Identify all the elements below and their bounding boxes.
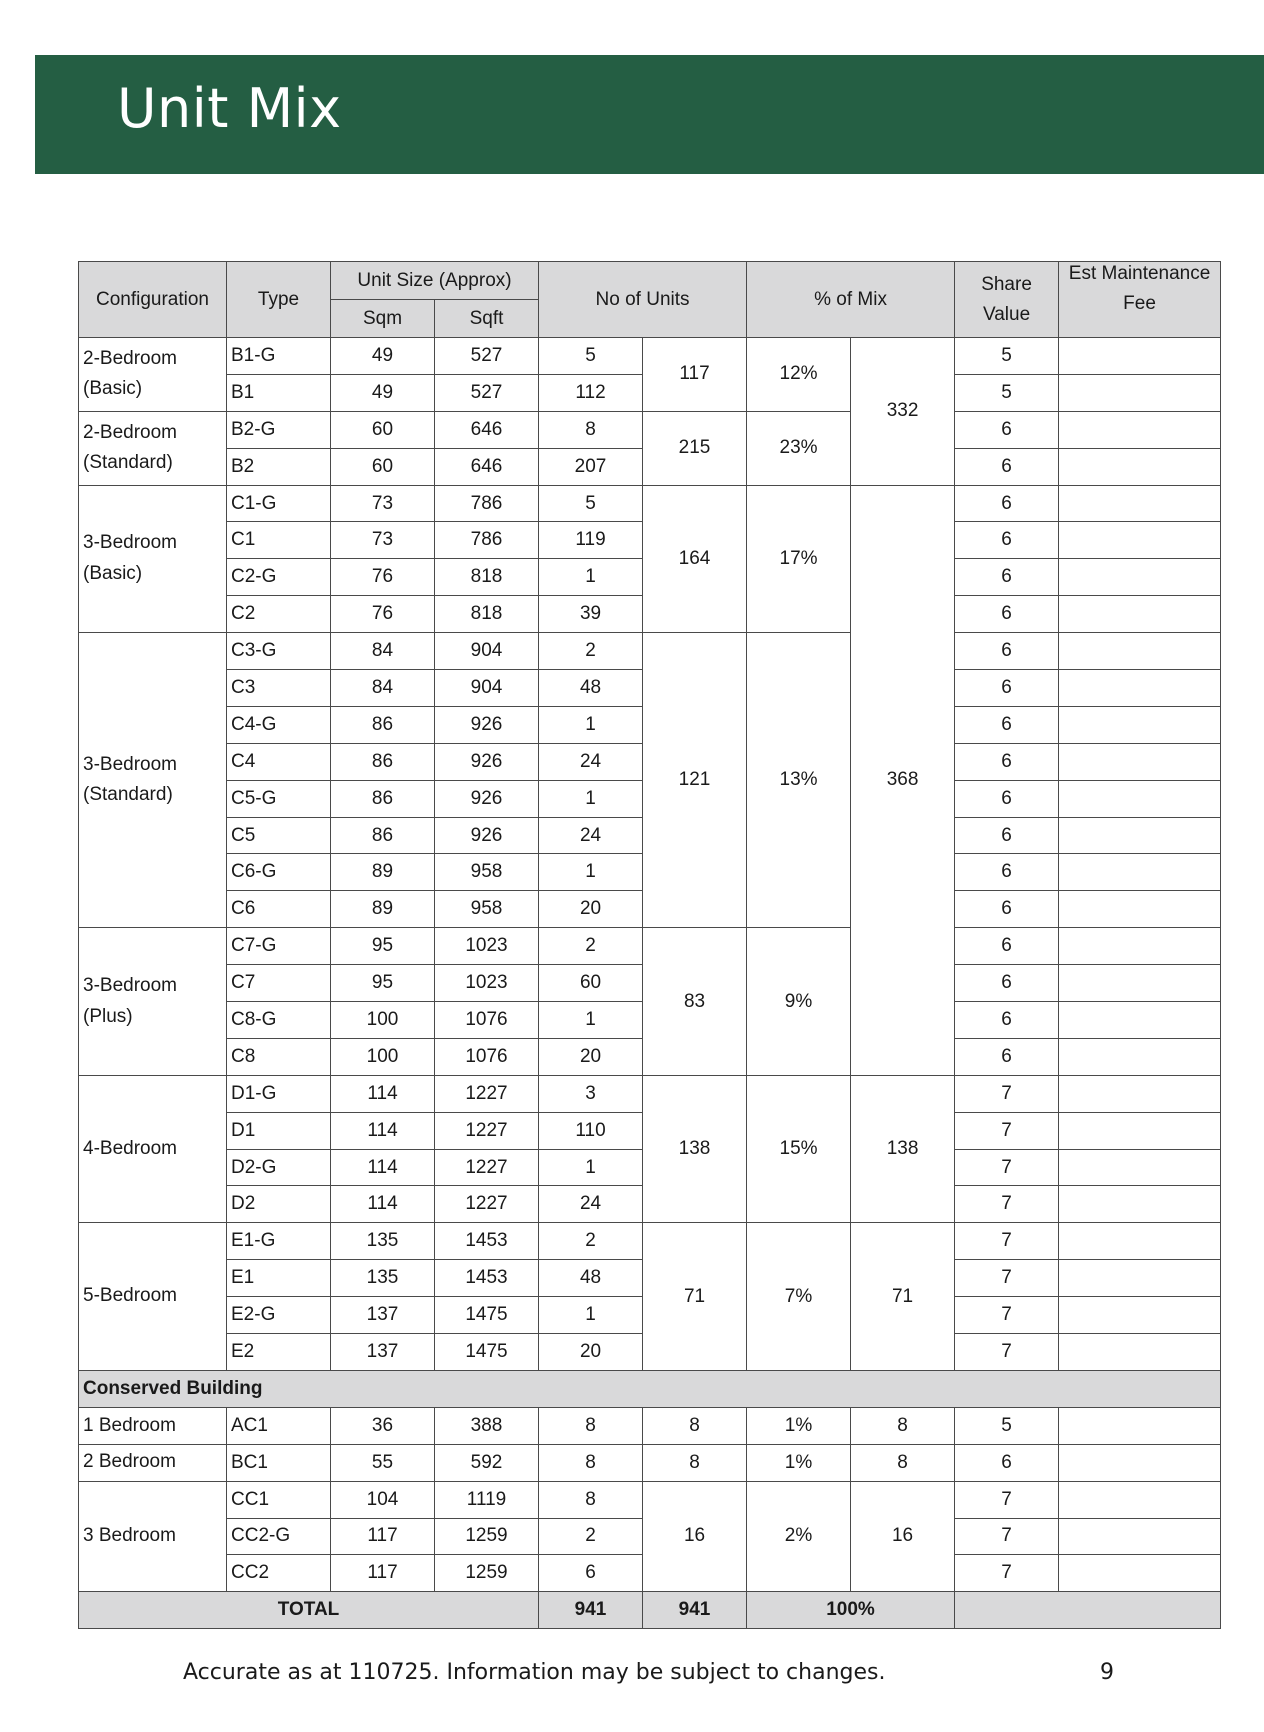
units-cell: 1 xyxy=(539,1297,643,1334)
block-total-cell: 16 xyxy=(851,1481,955,1592)
sqft-cell: 1475 xyxy=(435,1297,539,1334)
share-value-cell: 6 xyxy=(955,670,1059,707)
type-cell: CC2 xyxy=(227,1555,331,1592)
share-value-cell: 7 xyxy=(955,1186,1059,1223)
units-cell: 8 xyxy=(539,1407,643,1444)
sqft-cell: 388 xyxy=(435,1407,539,1444)
maintenance-fee-cell xyxy=(1059,485,1221,522)
type-cell: C4-G xyxy=(227,706,331,743)
table-row xyxy=(79,338,1221,375)
type-cell: D2 xyxy=(227,1186,331,1223)
maintenance-fee-cell xyxy=(1059,338,1221,375)
sqm-cell: 117 xyxy=(331,1555,435,1592)
pct-mix-cell: 17% xyxy=(747,485,851,633)
maintenance-fee-cell xyxy=(1059,817,1221,854)
share-value-cell: 5 xyxy=(955,374,1059,411)
sqm-cell: 76 xyxy=(331,596,435,633)
table-row xyxy=(79,633,1221,670)
maintenance-fee-cell xyxy=(1059,1297,1221,1334)
units-cell: 1 xyxy=(539,559,643,596)
units-subtotal-cell: 121 xyxy=(643,633,747,928)
maintenance-fee-cell xyxy=(1059,374,1221,411)
share-value-cell: 6 xyxy=(955,522,1059,559)
units-subtotal-cell: 8 xyxy=(643,1444,747,1481)
units-cell: 48 xyxy=(539,670,643,707)
units-cell: 1 xyxy=(539,854,643,891)
units-subtotal-cell: 71 xyxy=(643,1223,747,1371)
sqft-cell: 646 xyxy=(435,448,539,485)
sqft-cell: 904 xyxy=(435,633,539,670)
share-value-cell: 6 xyxy=(955,965,1059,1002)
configuration-cell: 3-Bedroom (Standard) xyxy=(79,633,227,928)
type-cell: C4 xyxy=(227,743,331,780)
share-value-cell: 6 xyxy=(955,817,1059,854)
share-value-cell: 7 xyxy=(955,1260,1059,1297)
sqft-cell: 1119 xyxy=(435,1481,539,1518)
table-row xyxy=(79,1481,1221,1518)
sqft-cell: 958 xyxy=(435,891,539,928)
maintenance-fee-cell xyxy=(1059,1186,1221,1223)
sqft-cell: 786 xyxy=(435,522,539,559)
type-cell: C6-G xyxy=(227,854,331,891)
total-share-blank xyxy=(955,1592,1221,1629)
units-cell: 2 xyxy=(539,633,643,670)
units-cell: 39 xyxy=(539,596,643,633)
maintenance-fee-cell xyxy=(1059,1481,1221,1518)
sqft-cell: 1076 xyxy=(435,1038,539,1075)
page-title: Unit Mix xyxy=(117,77,342,140)
pct-mix-cell: 1% xyxy=(747,1407,851,1444)
type-cell: E2-G xyxy=(227,1297,331,1334)
sqm-cell: 86 xyxy=(331,743,435,780)
share-value-cell: 6 xyxy=(955,891,1059,928)
sqft-cell: 646 xyxy=(435,411,539,448)
share-value-cell: 7 xyxy=(955,1297,1059,1334)
total-units: 941 xyxy=(539,1592,643,1629)
units-cell: 24 xyxy=(539,1186,643,1223)
share-value-cell: 5 xyxy=(955,1407,1059,1444)
sqm-cell: 114 xyxy=(331,1186,435,1223)
header-sqft: Sqft xyxy=(435,300,539,338)
header-unit-size: Unit Size (Approx) xyxy=(331,262,539,300)
maintenance-fee-cell xyxy=(1059,1002,1221,1039)
header-share-value: Share Value xyxy=(955,262,1059,338)
type-cell: C5 xyxy=(227,817,331,854)
sqft-cell: 926 xyxy=(435,743,539,780)
share-value-cell: 7 xyxy=(955,1112,1059,1149)
type-cell: B1 xyxy=(227,374,331,411)
type-cell: CC1 xyxy=(227,1481,331,1518)
sqm-cell: 137 xyxy=(331,1297,435,1334)
maintenance-fee-cell xyxy=(1059,448,1221,485)
maintenance-fee-cell xyxy=(1059,1444,1221,1481)
configuration-cell: 4-Bedroom xyxy=(79,1075,227,1223)
share-value-cell: 6 xyxy=(955,448,1059,485)
share-value-cell: 6 xyxy=(955,1444,1059,1481)
sqm-cell: 95 xyxy=(331,928,435,965)
sqm-cell: 86 xyxy=(331,706,435,743)
units-cell: 110 xyxy=(539,1112,643,1149)
maintenance-fee-cell xyxy=(1059,965,1221,1002)
share-value-cell: 6 xyxy=(955,633,1059,670)
units-cell: 20 xyxy=(539,1038,643,1075)
maintenance-fee-cell xyxy=(1059,706,1221,743)
type-cell: E2 xyxy=(227,1334,331,1371)
pct-mix-cell: 2% xyxy=(747,1481,851,1592)
configuration-cell: 2-Bedroom (Basic) xyxy=(79,338,227,412)
table-row xyxy=(79,1223,1221,1260)
units-cell: 2 xyxy=(539,928,643,965)
type-cell: C8-G xyxy=(227,1002,331,1039)
pct-mix-cell: 7% xyxy=(747,1223,851,1371)
sqm-cell: 73 xyxy=(331,485,435,522)
units-subtotal-cell: 83 xyxy=(643,928,747,1076)
type-cell: C5-G xyxy=(227,780,331,817)
units-subtotal-cell: 117 xyxy=(643,338,747,412)
unit-mix-table xyxy=(78,261,1221,1629)
sqm-cell: 135 xyxy=(331,1260,435,1297)
sqft-cell: 926 xyxy=(435,817,539,854)
units-cell: 5 xyxy=(539,485,643,522)
units-cell: 20 xyxy=(539,1334,643,1371)
maintenance-fee-cell xyxy=(1059,928,1221,965)
configuration-cell: 1 Bedroom xyxy=(79,1407,227,1444)
sqft-cell: 1227 xyxy=(435,1149,539,1186)
header-est-maintenance-fee: Est Maintenance Fee xyxy=(1059,262,1221,338)
units-cell: 1 xyxy=(539,1149,643,1186)
pct-mix-cell: 13% xyxy=(747,633,851,928)
type-cell: BC1 xyxy=(227,1444,331,1481)
header-pct-mix: % of Mix xyxy=(747,262,955,338)
header-sqm: Sqm xyxy=(331,300,435,338)
sqft-cell: 1453 xyxy=(435,1260,539,1297)
sqm-cell: 135 xyxy=(331,1223,435,1260)
type-cell: E1 xyxy=(227,1260,331,1297)
configuration-cell: 3-Bedroom (Basic) xyxy=(79,485,227,633)
units-subtotal-cell: 164 xyxy=(643,485,747,633)
maintenance-fee-cell xyxy=(1059,1075,1221,1112)
type-cell: B2 xyxy=(227,448,331,485)
units-cell: 119 xyxy=(539,522,643,559)
type-cell: C6 xyxy=(227,891,331,928)
type-cell: D1 xyxy=(227,1112,331,1149)
units-cell: 24 xyxy=(539,743,643,780)
pct-mix-cell: 12% xyxy=(747,338,851,412)
units-cell: 5 xyxy=(539,338,643,375)
sqm-cell: 49 xyxy=(331,338,435,375)
sqft-cell: 592 xyxy=(435,1444,539,1481)
type-cell: C2 xyxy=(227,596,331,633)
units-cell: 48 xyxy=(539,1260,643,1297)
sqft-cell: 527 xyxy=(435,338,539,375)
sqm-cell: 100 xyxy=(331,1038,435,1075)
share-value-cell: 6 xyxy=(955,854,1059,891)
sqft-cell: 1227 xyxy=(435,1112,539,1149)
share-value-cell: 7 xyxy=(955,1149,1059,1186)
sqft-cell: 1076 xyxy=(435,1002,539,1039)
units-cell: 1 xyxy=(539,1002,643,1039)
sqft-cell: 926 xyxy=(435,780,539,817)
sqm-cell: 100 xyxy=(331,1002,435,1039)
units-cell: 8 xyxy=(539,1481,643,1518)
maintenance-fee-cell xyxy=(1059,1555,1221,1592)
sqm-cell: 104 xyxy=(331,1481,435,1518)
header-configuration: Configuration xyxy=(79,262,227,338)
sqm-cell: 60 xyxy=(331,448,435,485)
type-cell: C8 xyxy=(227,1038,331,1075)
configuration-cell: 3 Bedroom xyxy=(79,1481,227,1592)
units-cell: 2 xyxy=(539,1518,643,1555)
sqft-cell: 904 xyxy=(435,670,539,707)
sqft-cell: 818 xyxy=(435,559,539,596)
sqm-cell: 114 xyxy=(331,1149,435,1186)
table-row xyxy=(79,1075,1221,1112)
sqm-cell: 95 xyxy=(331,965,435,1002)
sqft-cell: 1023 xyxy=(435,965,539,1002)
share-value-cell: 6 xyxy=(955,485,1059,522)
units-cell: 60 xyxy=(539,965,643,1002)
share-value-cell: 6 xyxy=(955,706,1059,743)
maintenance-fee-cell xyxy=(1059,596,1221,633)
sqft-cell: 958 xyxy=(435,854,539,891)
configuration-cell: 2-Bedroom (Standard) xyxy=(79,411,227,485)
maintenance-fee-cell xyxy=(1059,559,1221,596)
type-cell: CC2-G xyxy=(227,1518,331,1555)
table-row xyxy=(79,411,1221,448)
share-value-cell: 6 xyxy=(955,780,1059,817)
sqft-cell: 1453 xyxy=(435,1223,539,1260)
table-row xyxy=(79,928,1221,965)
type-cell: C2-G xyxy=(227,559,331,596)
block-total-cell: 8 xyxy=(851,1444,955,1481)
maintenance-fee-cell xyxy=(1059,1038,1221,1075)
sqft-cell: 818 xyxy=(435,596,539,633)
share-value-cell: 7 xyxy=(955,1334,1059,1371)
share-value-cell: 6 xyxy=(955,411,1059,448)
block-total-cell: 332 xyxy=(851,338,955,486)
sqft-cell: 1227 xyxy=(435,1186,539,1223)
sqm-cell: 49 xyxy=(331,374,435,411)
maintenance-fee-cell xyxy=(1059,1407,1221,1444)
maintenance-fee-cell xyxy=(1059,522,1221,559)
section-row xyxy=(79,1370,1221,1407)
maintenance-fee-cell xyxy=(1059,743,1221,780)
sqft-cell: 1227 xyxy=(435,1075,539,1112)
share-value-cell: 6 xyxy=(955,559,1059,596)
sqft-cell: 1475 xyxy=(435,1334,539,1371)
sqft-cell: 786 xyxy=(435,485,539,522)
units-cell: 207 xyxy=(539,448,643,485)
units-cell: 2 xyxy=(539,1223,643,1260)
sqm-cell: 76 xyxy=(331,559,435,596)
sqm-cell: 60 xyxy=(331,411,435,448)
sqm-cell: 55 xyxy=(331,1444,435,1481)
table-row xyxy=(79,1444,1221,1481)
total-subtotal: 941 xyxy=(643,1592,747,1629)
sqm-cell: 89 xyxy=(331,854,435,891)
type-cell: C1-G xyxy=(227,485,331,522)
type-cell: C3-G xyxy=(227,633,331,670)
sqft-cell: 527 xyxy=(435,374,539,411)
sqm-cell: 86 xyxy=(331,817,435,854)
sqm-cell: 114 xyxy=(331,1112,435,1149)
maintenance-fee-cell xyxy=(1059,1260,1221,1297)
sqft-cell: 1259 xyxy=(435,1555,539,1592)
units-cell: 24 xyxy=(539,817,643,854)
header-type: Type xyxy=(227,262,331,338)
table-row xyxy=(79,1407,1221,1444)
type-cell: C7 xyxy=(227,965,331,1002)
pct-mix-cell: 1% xyxy=(747,1444,851,1481)
share-value-cell: 7 xyxy=(955,1555,1059,1592)
type-cell: E1-G xyxy=(227,1223,331,1260)
units-subtotal-cell: 16 xyxy=(643,1481,747,1592)
units-subtotal-cell: 215 xyxy=(643,411,747,485)
block-total-cell: 8 xyxy=(851,1407,955,1444)
units-cell: 6 xyxy=(539,1555,643,1592)
sqm-cell: 84 xyxy=(331,633,435,670)
maintenance-fee-cell xyxy=(1059,1334,1221,1371)
share-value-cell: 7 xyxy=(955,1223,1059,1260)
maintenance-fee-cell xyxy=(1059,1112,1221,1149)
maintenance-fee-cell xyxy=(1059,670,1221,707)
type-cell: D2-G xyxy=(227,1149,331,1186)
sqm-cell: 114 xyxy=(331,1075,435,1112)
table-row xyxy=(79,485,1221,522)
units-cell: 8 xyxy=(539,1444,643,1481)
sqft-cell: 1023 xyxy=(435,928,539,965)
share-value-cell: 7 xyxy=(955,1481,1059,1518)
units-cell: 112 xyxy=(539,374,643,411)
share-value-cell: 6 xyxy=(955,928,1059,965)
maintenance-fee-cell xyxy=(1059,1149,1221,1186)
sqm-cell: 137 xyxy=(331,1334,435,1371)
share-value-cell: 6 xyxy=(955,1038,1059,1075)
configuration-cell: 2 Bedroom xyxy=(79,1444,227,1481)
sqm-cell: 73 xyxy=(331,522,435,559)
units-subtotal-cell: 8 xyxy=(643,1407,747,1444)
share-value-cell: 6 xyxy=(955,743,1059,780)
maintenance-fee-cell xyxy=(1059,1223,1221,1260)
title-banner xyxy=(35,55,1264,174)
maintenance-fee-cell xyxy=(1059,411,1221,448)
sqm-cell: 89 xyxy=(331,891,435,928)
configuration-cell: 3-Bedroom (Plus) xyxy=(79,928,227,1076)
share-value-cell: 5 xyxy=(955,338,1059,375)
pct-mix-cell: 9% xyxy=(747,928,851,1076)
type-cell: B2-G xyxy=(227,411,331,448)
units-cell: 1 xyxy=(539,706,643,743)
sqm-cell: 36 xyxy=(331,1407,435,1444)
type-cell: C1 xyxy=(227,522,331,559)
total-pct: 100% xyxy=(747,1592,955,1629)
total-label: TOTAL xyxy=(79,1592,539,1629)
type-cell: D1-G xyxy=(227,1075,331,1112)
sqm-cell: 117 xyxy=(331,1518,435,1555)
section-label: Conserved Building xyxy=(79,1370,1221,1407)
units-cell: 20 xyxy=(539,891,643,928)
maintenance-fee-cell xyxy=(1059,780,1221,817)
units-cell: 3 xyxy=(539,1075,643,1112)
configuration-cell: 5-Bedroom xyxy=(79,1223,227,1371)
maintenance-fee-cell xyxy=(1059,891,1221,928)
block-total-cell: 368 xyxy=(851,485,955,1075)
pct-mix-cell: 23% xyxy=(747,411,851,485)
type-cell: B1-G xyxy=(227,338,331,375)
sqft-cell: 926 xyxy=(435,706,539,743)
share-value-cell: 7 xyxy=(955,1518,1059,1555)
sqm-cell: 86 xyxy=(331,780,435,817)
units-subtotal-cell: 138 xyxy=(643,1075,747,1223)
maintenance-fee-cell xyxy=(1059,1518,1221,1555)
share-value-cell: 6 xyxy=(955,596,1059,633)
units-cell: 1 xyxy=(539,780,643,817)
share-value-cell: 6 xyxy=(955,1002,1059,1039)
block-total-cell: 138 xyxy=(851,1075,955,1223)
units-cell: 8 xyxy=(539,411,643,448)
type-cell: AC1 xyxy=(227,1407,331,1444)
block-total-cell: 71 xyxy=(851,1223,955,1371)
sqft-cell: 1259 xyxy=(435,1518,539,1555)
type-cell: C7-G xyxy=(227,928,331,965)
page-number: 9 xyxy=(1100,1660,1114,1685)
share-value-cell: 7 xyxy=(955,1075,1059,1112)
pct-mix-cell: 15% xyxy=(747,1075,851,1223)
footer-note: Accurate as at 110725. Information may be subject to changes. xyxy=(183,1660,886,1685)
sqm-cell: 84 xyxy=(331,670,435,707)
maintenance-fee-cell xyxy=(1059,854,1221,891)
maintenance-fee-cell xyxy=(1059,633,1221,670)
total-row xyxy=(79,1592,1221,1629)
type-cell: C3 xyxy=(227,670,331,707)
header-no-of-units: No of Units xyxy=(539,262,747,338)
